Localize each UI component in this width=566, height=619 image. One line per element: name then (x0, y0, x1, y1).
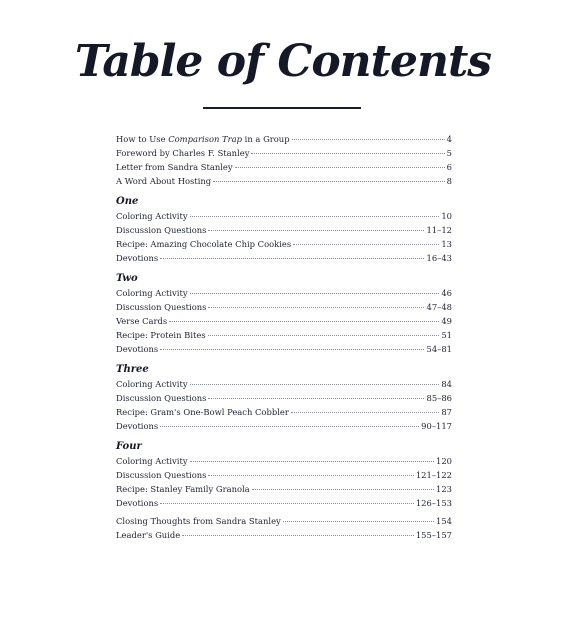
toc-entry-page: 16–43 (426, 253, 452, 263)
toc-entry-page: 51 (441, 330, 452, 340)
toc-entry-label: Devotions (116, 421, 159, 431)
dot-leader (169, 321, 439, 322)
toc-entry-page: 126–153 (415, 498, 452, 508)
toc-entry-page: 155–157 (415, 530, 452, 540)
toc-entry-page: 11–12 (426, 225, 452, 235)
toc-entry-label: Discussion Questions (116, 302, 207, 312)
toc-entry-label: Coloring Activity (116, 379, 188, 389)
toc-entry (116, 253, 452, 267)
section-heading-two: Two (116, 273, 138, 284)
toc-entry-page: 49 (441, 316, 452, 326)
toc-section-two (116, 288, 452, 358)
dot-leader (160, 349, 424, 350)
dot-leader (208, 475, 413, 476)
dot-leader (190, 293, 440, 294)
toc-entry (116, 148, 452, 162)
toc-entry-label: Devotions (116, 498, 159, 508)
toc-closing-group (116, 516, 452, 544)
toc-entry-page: 10 (441, 211, 452, 221)
toc-entry (116, 456, 452, 470)
toc-entry-page: 4 (446, 134, 452, 144)
dot-leader (160, 258, 424, 259)
toc-entry-label: Devotions (116, 253, 159, 263)
toc-entry (116, 421, 452, 435)
toc-entry-label: Recipe: Protein Bites (116, 330, 206, 340)
dot-leader (190, 461, 434, 462)
toc-entry (116, 288, 452, 302)
toc-section-one (116, 211, 452, 267)
toc-section-four (116, 456, 452, 512)
toc-entry-label: Coloring Activity (116, 456, 188, 466)
toc-entry-label: Leader's Guide (116, 530, 181, 540)
toc-entry (116, 330, 452, 344)
toc-entry-page: 46 (441, 288, 452, 298)
dot-leader (190, 384, 440, 385)
toc-entry-page: 84 (441, 379, 452, 389)
toc-entry-page: 85–86 (426, 393, 452, 403)
toc-entry-label: Devotions (116, 344, 159, 354)
dot-leader (251, 153, 444, 154)
toc-entry-label: Discussion Questions (116, 225, 207, 235)
toc-section-three (116, 379, 452, 435)
toc-entry (116, 225, 452, 239)
toc-entry-label: Recipe: Stanley Family Granola (116, 484, 250, 494)
section-heading-four: Four (116, 441, 142, 452)
toc-entry (116, 211, 452, 225)
toc-entry (116, 498, 452, 512)
toc-entry (116, 379, 452, 393)
toc-entry-page: 154 (436, 516, 452, 526)
toc-entry (116, 407, 452, 421)
toc-entry (116, 470, 452, 484)
toc-entry (116, 484, 452, 498)
dot-leader (160, 426, 419, 427)
toc-entry-page: 5 (446, 148, 452, 158)
toc-entry (116, 134, 452, 148)
toc-entry-label: Foreword by Charles F. Stanley (116, 148, 250, 158)
toc-entry-label: Verse Cards (116, 316, 168, 326)
dot-leader (213, 181, 445, 182)
toc-entry-label: Closing Thoughts from Sandra Stanley (116, 516, 281, 526)
toc-entry-label: Coloring Activity (116, 288, 188, 298)
table-of-contents (116, 134, 452, 544)
dot-leader (293, 244, 439, 245)
dot-leader (160, 503, 414, 504)
toc-entry-page: 54–81 (426, 344, 452, 354)
toc-entry-label: Discussion Questions (116, 470, 207, 480)
toc-entry-label: How to Use Comparison Trap in a Group (116, 134, 290, 144)
toc-entry (116, 162, 452, 176)
dot-leader (208, 230, 424, 231)
toc-entry-label: Recipe: Gram's One-Bowl Peach Cobbler (116, 407, 289, 417)
dot-leader (291, 412, 439, 413)
toc-entry-page: 13 (441, 239, 452, 249)
toc-entry-page: 123 (436, 484, 452, 494)
page-title: Table of Contents (74, 36, 492, 87)
toc-entry (116, 530, 452, 544)
dot-leader (252, 489, 434, 490)
toc-entry-label: Discussion Questions (116, 393, 207, 403)
dot-leader (292, 139, 445, 140)
dot-leader (190, 216, 440, 217)
toc-entry (116, 316, 452, 330)
toc-entry-label: Recipe: Amazing Chocolate Chip Cookies (116, 239, 292, 249)
toc-entry (116, 239, 452, 253)
dot-leader (208, 335, 440, 336)
toc-entry (116, 176, 452, 190)
section-heading-three: Three (116, 364, 149, 375)
title-underline (203, 107, 361, 109)
toc-entry-page: 90–117 (421, 421, 452, 431)
toc-entry-page: 47–48 (426, 302, 452, 312)
toc-entry-page: 6 (446, 162, 452, 172)
section-heading-one: One (116, 196, 139, 207)
toc-entry-page: 120 (436, 456, 452, 466)
dot-leader (208, 307, 424, 308)
dot-leader (235, 167, 445, 168)
toc-entry-page: 121–122 (415, 470, 452, 480)
toc-entry (116, 393, 452, 407)
toc-entry-page: 87 (441, 407, 452, 417)
toc-entry-label: Letter from Sandra Stanley (116, 162, 233, 172)
toc-entry (116, 302, 452, 316)
toc-entry-page: 8 (446, 176, 452, 186)
toc-entry (116, 516, 452, 530)
dot-leader (283, 521, 434, 522)
dot-leader (208, 398, 424, 399)
toc-intro-group (116, 134, 452, 190)
dot-leader (182, 535, 414, 536)
toc-entry-label: A Word About Hosting (116, 176, 212, 186)
toc-entry (116, 344, 452, 358)
toc-entry-label: Coloring Activity (116, 211, 188, 221)
